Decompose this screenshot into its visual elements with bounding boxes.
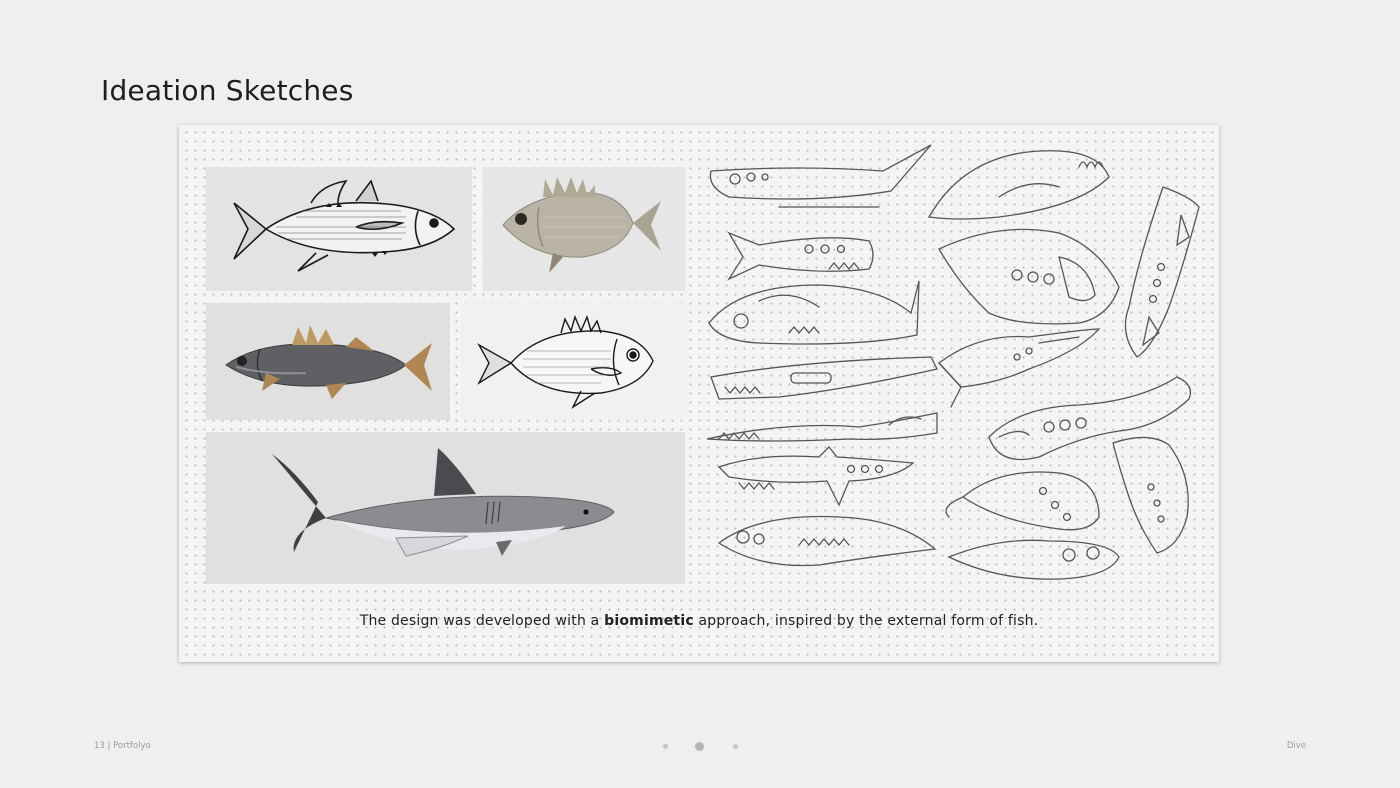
pagination-dot-active[interactable] [695, 742, 704, 751]
pagination-dot[interactable] [663, 744, 668, 749]
tuna-engraving-image [206, 167, 472, 291]
page-title: Ideation Sketches [101, 74, 354, 107]
shark-watercolor-image [206, 432, 685, 584]
caption [179, 613, 1219, 629]
pagination-dots [660, 741, 740, 753]
footer-project-name: Dive [1286, 741, 1306, 751]
caption-text-end: approach, inspired by the external form of fish. [693, 613, 1039, 629]
sketch-board [179, 125, 1219, 662]
caption-emphasis: biomimetic [604, 613, 694, 629]
bream-engraving-image [461, 303, 685, 420]
caption-text: The design was developed with a [359, 613, 605, 629]
pagination-dot[interactable] [733, 744, 738, 749]
footer-page-label: 13 | Portfolyo [94, 741, 151, 751]
sea-bass-painting-image [206, 303, 450, 420]
sea-bream-photo-image [483, 167, 685, 291]
knife-concept-sketches [699, 137, 1209, 592]
